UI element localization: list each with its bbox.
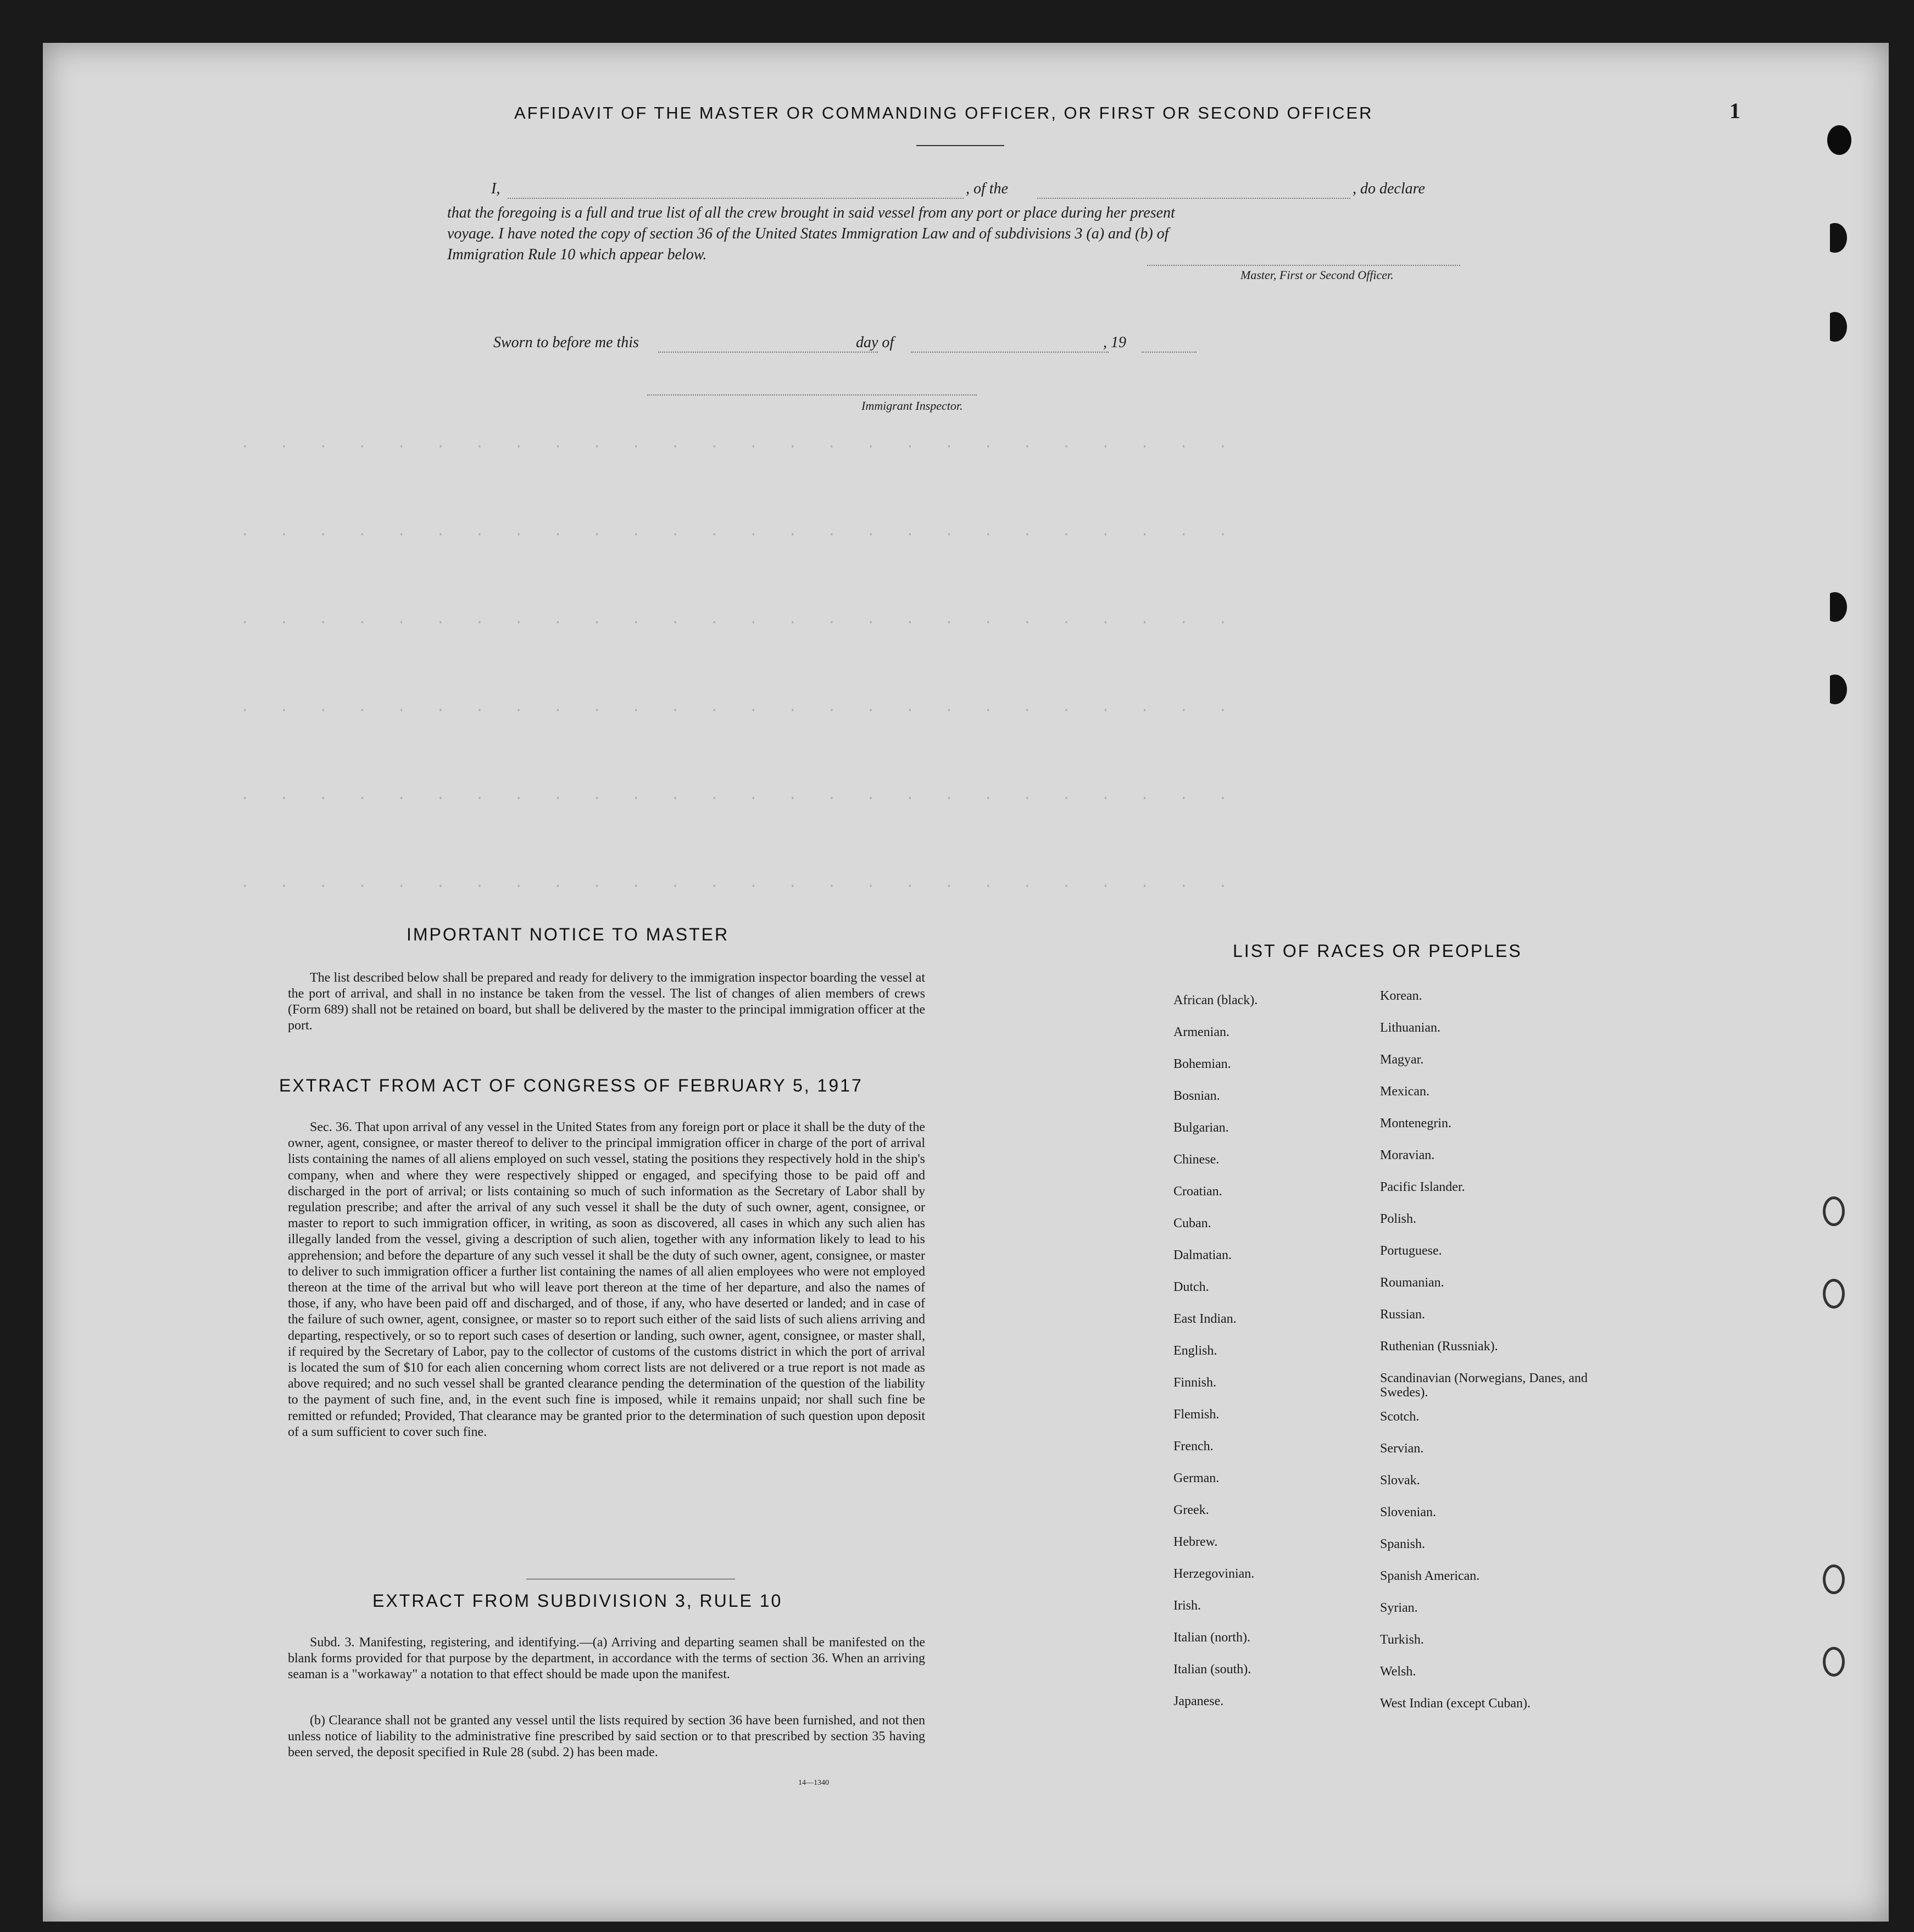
inspector-caption: Immigrant Inspector.: [861, 399, 963, 413]
punch-hole-icon: [1823, 1647, 1845, 1677]
race-col1-item: Japanese.: [1173, 1694, 1224, 1708]
races-title: LIST OF RACES OR PEOPLES: [1233, 941, 1522, 961]
race-col1-item: Dutch.: [1173, 1280, 1209, 1294]
race-col2-item: Portuguese.: [1380, 1244, 1442, 1258]
rule-extract-para-a: Subd. 3. Manifesting, registering, and identifying.—(a) Arriving and departing seamen shall be manifested on the blank forms provided for that purpose by the department, in accordance with the terms of section 36. When an arriving seaman is a "workaway" a notation to that effect should be made upon the manifest.: [288, 1635, 925, 1682]
race-col1-item: African (black).: [1173, 993, 1258, 1007]
year-text: , 19: [1103, 334, 1126, 351]
affidavit-line-3: voyage. I have noted the copy of section 36 of the United States Immigration Law and of subdivisions 3 (a) and (b) of: [447, 225, 1169, 242]
race-col2-item: Mexican.: [1380, 1084, 1429, 1099]
race-col2-item: Turkish.: [1380, 1633, 1424, 1647]
punch-hole-icon: [1823, 223, 1847, 253]
act-extract-text: Sec. 36. That upon arrival of any vessel in the United States from any foreign port or place it shall be the duty of the owner, agent, consignee, or master thereof to deliver to the principal immigration officer in charge of the port of arrival lists containing the names of all aliens employed on such vessel, stating the positions they respectively hold in the ship's company, when and where they were respectively shipped or engaged, and specifying those to be paid off and discharged in the port of arrival; or lists containing so much of such information as the Secretary of Labor shall by regulation prescribe; and after the arrival of any such vessel it shall be the duty of such owner, agent, consignee, or master to report to such immigration officer, in writing, as soon as discovered, all cases in which any such alien has illegally landed from the vessel, giving a description of such alien, together with any information likely to lead to his apprehension; and before the departure of any such vessel it shall be the duty of such owner, agent, consignee, or master to deliver to such immigration officer a further list containing the names of all alien employees who were not employed thereon at the time of the arrival but who will leave port thereon at the time of her departure, and also the names of those, if any, who have been paid off and discharged, and of those, if any, who have deserted or landed; and in case of the failure of such owner, agent, consignee, or master so to report such either of the said lists of such aliens arriving and departing, respectively, or so to report such cases of desertion or landing, such owner, agent, consignee, or master shall, if required by the Secretary of Labor, pay to the collector of customs of the customs district in which the port of arrival is located the sum of $10 for each alien concerning whom correct lists are not delivered or a true report is not made as above required; and no such vessel shall be granted clearance pending the determination of the question of the liability to the payment of such fine, and, in the event such fine is imposed, while it remains unpaid; nor shall such fine be remitted or refunded; Provided, That clearance may be granted prior to the determination of such question upon deposit of a sum sufficient to cover such fine.: [288, 1120, 925, 1439]
race-col1-item: Italian (south).: [1173, 1662, 1251, 1677]
affidavit-line-2: that the foregoing is a full and true list of all the crew brought in said vessel from any port or place during her present: [447, 204, 1175, 221]
race-col2-item: West Indian (except Cuban).: [1380, 1696, 1531, 1711]
race-col1-item: Irish.: [1173, 1599, 1201, 1613]
race-col2-item: Spanish.: [1380, 1537, 1426, 1551]
affidavit-line-4: Immigration Rule 10 which appear below.: [447, 246, 707, 263]
rule-extract-para-b: (b) Clearance shall not be granted any vessel until the lists required by section 36 have been furnished, and not then unless notice of liability to the administrative fine prescribed by said section or to that prescribed by section 35 having been served, the deposit specified in Rule 28 (subd. 2) has been made.: [288, 1713, 925, 1760]
race-col2-item: Welsh.: [1380, 1664, 1416, 1679]
act-extract-title: EXTRACT FROM ACT OF CONGRESS OF FEBRUARY 5, 1917: [279, 1076, 863, 1095]
race-col2-item: Polish.: [1380, 1212, 1417, 1226]
punch-hole-icon: [1823, 592, 1847, 622]
race-col1-item: Chinese.: [1173, 1152, 1220, 1167]
sworn-year-blank[interactable]: [1142, 352, 1197, 353]
race-col2-item: Scandinavian (Norwegians, Danes, and Swedes).: [1380, 1371, 1588, 1400]
vessel-blank[interactable]: [1037, 198, 1350, 199]
race-col1-item: East Indian.: [1173, 1312, 1237, 1326]
race-col2-item: Pacific Islander.: [1380, 1180, 1465, 1194]
name-blank[interactable]: [508, 198, 964, 199]
race-col2-item: Slovak.: [1380, 1473, 1420, 1488]
sworn-day-blank[interactable]: [658, 352, 878, 353]
race-col1-item: Hebrew.: [1173, 1535, 1218, 1549]
race-col1-item: Bulgarian.: [1173, 1121, 1229, 1135]
affidavit-of-the: , of the: [966, 180, 1008, 197]
race-col1-item: Bohemian.: [1173, 1057, 1231, 1071]
race-col2-item: Servian.: [1380, 1441, 1424, 1456]
race-col1-item: French.: [1173, 1439, 1214, 1454]
punch-hole-icon: [1823, 312, 1847, 342]
race-col2-item: Spanish American.: [1380, 1569, 1480, 1583]
race-col1-item: Croatian.: [1173, 1184, 1222, 1199]
race-col2-item: Korean.: [1380, 989, 1422, 1003]
race-col1-item: English.: [1173, 1344, 1217, 1358]
race-col1-item: Bosnian.: [1173, 1089, 1220, 1103]
punch-hole-icon: [1823, 1196, 1845, 1226]
race-col2-item: Ruthenian (Russniak).: [1380, 1339, 1498, 1354]
document-page: 1 · · · · · · · · · · · · · · · · · · · · · · · · · · · · · · · · · · · · · · · · · · · · · · · · · · · · · · · · · · · · · · · · · · · · · · · · · · · · · · · · · · · · · · · · · · · · · · · · · · · · · · · · · · · · · · · · · · · · · · · · · · · · · · · · · · · · · · · · · · · · · · · · · · · · · · · · · · · · AFFIDAVIT OF THE MASTER OR COMMANDING OFFICER, OR FIRST OR SECOND OFFICER I, , of the , do declare that the foregoing is a full and true list of all the crew brought in said vessel from any port or place during her present voyage. I have noted the copy of section 36 of the United States Immigration Law and of subdivisions 3 (a) and (b) of Immigration Rule 10 which appear below. Master, First or Second Officer. Sworn to before me this day of , 19 Immigrant Inspector. IMPORTANT NOTICE TO MASTER The list described below shall be prepared and ready for delivery to the immigration inspector boarding the vessel at the port of arrival, and shall in no instance be taken from the vessel. The list of changes of alien members of crews (Form 689) shall not be retained on board, but shall be delivered by the master to the principal immigration officer at the port. EXTRACT FROM ACT OF CONGRESS OF FEBRUARY 5, 1917 Sec. 36. That upon arrival of any vessel in the United States from any foreign port or place it shall be the duty of the owner, agent, consignee, or master thereof to deliver to the principal immigration officer in charge of the port of arrival lists containing the names of all aliens employed on such vessel, stating the positions they respectively hold in the ship's company, when and where they were respectively shipped or engaged, and specifying those to be paid off and discharged in the port of arrival; or lists containing so much of such information as the Secretary of Labor shall by regulation prescribe; and after the arrival of any such vessel it shall be the duty of such owner, agent, consignee, or master to report to such immigration officer, in writing, as soon as discovered, all cases in which any such alien has illegally landed from the vessel, giving a description of such alien, together with any information likely to lead to his apprehension; and before the departure of any such vessel it shall be the duty of such owner, agent, consignee, or master to deliver to such immigration officer a further list containing the names of all alien employees who were not employed thereon at the time of the arrival but who will leave port thereon at the time of her departure, and also the names of those, if any, who have been paid off and discharged, and of those, if any, who have deserted or landed; and in case of the failure of such owner, agent, consignee, or master so to report such either of the said lists of such aliens arriving and departing, respectively, or so to report such cases of desertion or landing, such owner, agent, consignee, or master shall, if required by the Secretary of Labor, pay to the collector of customs of the customs district in which the port of arrival is located the sum of $10 for each alien concerning whom correct lists are not delivered or a true report is not made as above required; and no such vessel shall be granted clearance pending the determination of the question of the liability to the payment of such fine, and, in the event such fine is imposed, while it remains unpaid; nor shall such fine be remitted or refunded; Provided, That clearance may be granted prior to the determination of such question upon deposit of a sum sufficient to cover such fine. EXTRACT FROM SUBDIVISION 3, RULE 10 Subd. 3. Manifesting, registering, and identifying.—(a) Arriving and departing seamen shall be manifested on the blank forms provided for that purpose by the department, in accordance with the terms of section 36. When an arriving seaman is a "workaway" a notation to that effect should be made upon the manifest. (b) Clearance shall not be granted any vessel until the lists required by section 36 have been furnished, and not then unless notice of liability to the administrative fine prescribed by said section or to that prescribed by section 35 having been served, the deposit specified in Rule 28 (subd. 2) has been made. 14—1340 LIST OF RACES OR PEOPLES African (black). Armenian. Bohemian. Bosnian. Bulgarian. Chinese. Croatian. Cuban. Dalmatian. Dutch. East Indian. English. Finnish. Flemish. French. German. Greek. Hebrew. Herzegovinian. Irish. Italian (north). Italian (south). Japanese. Korean. Lithuanian. Magyar. Mexican. Montenegrin. Moravian. Pacific Islander. Polish. Portuguese. Roumanian. Russian. Ruthenian (Russniak). Scandinavian (Norwegians, Danes, and Swedes). Scotch. Servian. Slovak. Slovenian. Spanish. Spanish American. Syrian. Turkish. Welsh. West Indian (except Cuban).: [43, 43, 1889, 1922]
form-number: 14—1340: [798, 1779, 829, 1787]
notice-text: The list described below shall be prepared and ready for delivery to the immigration inspector boarding the vessel at the port of arrival, and shall in no instance be taken from the vessel. The list of changes of alien members of crews (Form 689) shall not be retained on board, but shall be delivered by the master to the principal immigration officer at the port.: [288, 971, 925, 1033]
signature-blank[interactable]: [1147, 265, 1460, 266]
race-col1-item: Finnish.: [1173, 1376, 1217, 1390]
day-of-text: day of: [856, 334, 894, 351]
signature-caption: Master, First or Second Officer.: [1240, 268, 1394, 282]
affidavit-declare: , do declare: [1353, 180, 1425, 197]
affidavit-i: I,: [491, 180, 500, 197]
punch-hole-icon: [1827, 125, 1851, 155]
sworn-month-blank[interactable]: [911, 352, 1109, 353]
rule-extract-title: EXTRACT FROM SUBDIVISION 3, RULE 10: [372, 1591, 783, 1611]
race-col2-item: Scotch.: [1380, 1410, 1420, 1424]
race-col2-item: Syrian.: [1380, 1601, 1418, 1615]
race-col1-item: Flemish.: [1173, 1407, 1220, 1422]
race-col2-item: Lithuanian.: [1380, 1021, 1440, 1035]
page-number: 1: [1729, 98, 1740, 123]
race-col2-item: Slovenian.: [1380, 1505, 1436, 1519]
race-col2-item: Moravian.: [1380, 1148, 1435, 1162]
race-col1-item: Cuban.: [1173, 1216, 1211, 1231]
race-col1-item: Greek.: [1173, 1503, 1209, 1517]
race-col1-item: German.: [1173, 1471, 1220, 1485]
notice-title: IMPORTANT NOTICE TO MASTER: [407, 925, 730, 944]
title-underline: [916, 145, 1004, 146]
punch-hole-icon: [1823, 1279, 1845, 1309]
punch-hole-icon: [1823, 675, 1847, 704]
race-col2-item: Magyar.: [1380, 1053, 1424, 1067]
race-col1-item: Italian (north).: [1173, 1630, 1250, 1645]
race-col1-item: Dalmatian.: [1173, 1248, 1232, 1262]
affidavit-title: AFFIDAVIT OF THE MASTER OR COMMANDING OFFICER, OR FIRST OR SECOND OFFICER: [514, 103, 1373, 123]
race-col1-item: Herzegovinian.: [1173, 1567, 1255, 1581]
race-col2-item: Montenegrin.: [1380, 1116, 1451, 1131]
race-col2-item: Roumanian.: [1380, 1276, 1444, 1290]
race-col1-item: Armenian.: [1173, 1025, 1229, 1039]
punch-hole-icon: [1823, 1564, 1845, 1594]
race-col2-item: Russian.: [1380, 1307, 1426, 1322]
sworn-text: Sworn to before me this: [493, 334, 639, 351]
inspector-blank[interactable]: [647, 394, 977, 396]
